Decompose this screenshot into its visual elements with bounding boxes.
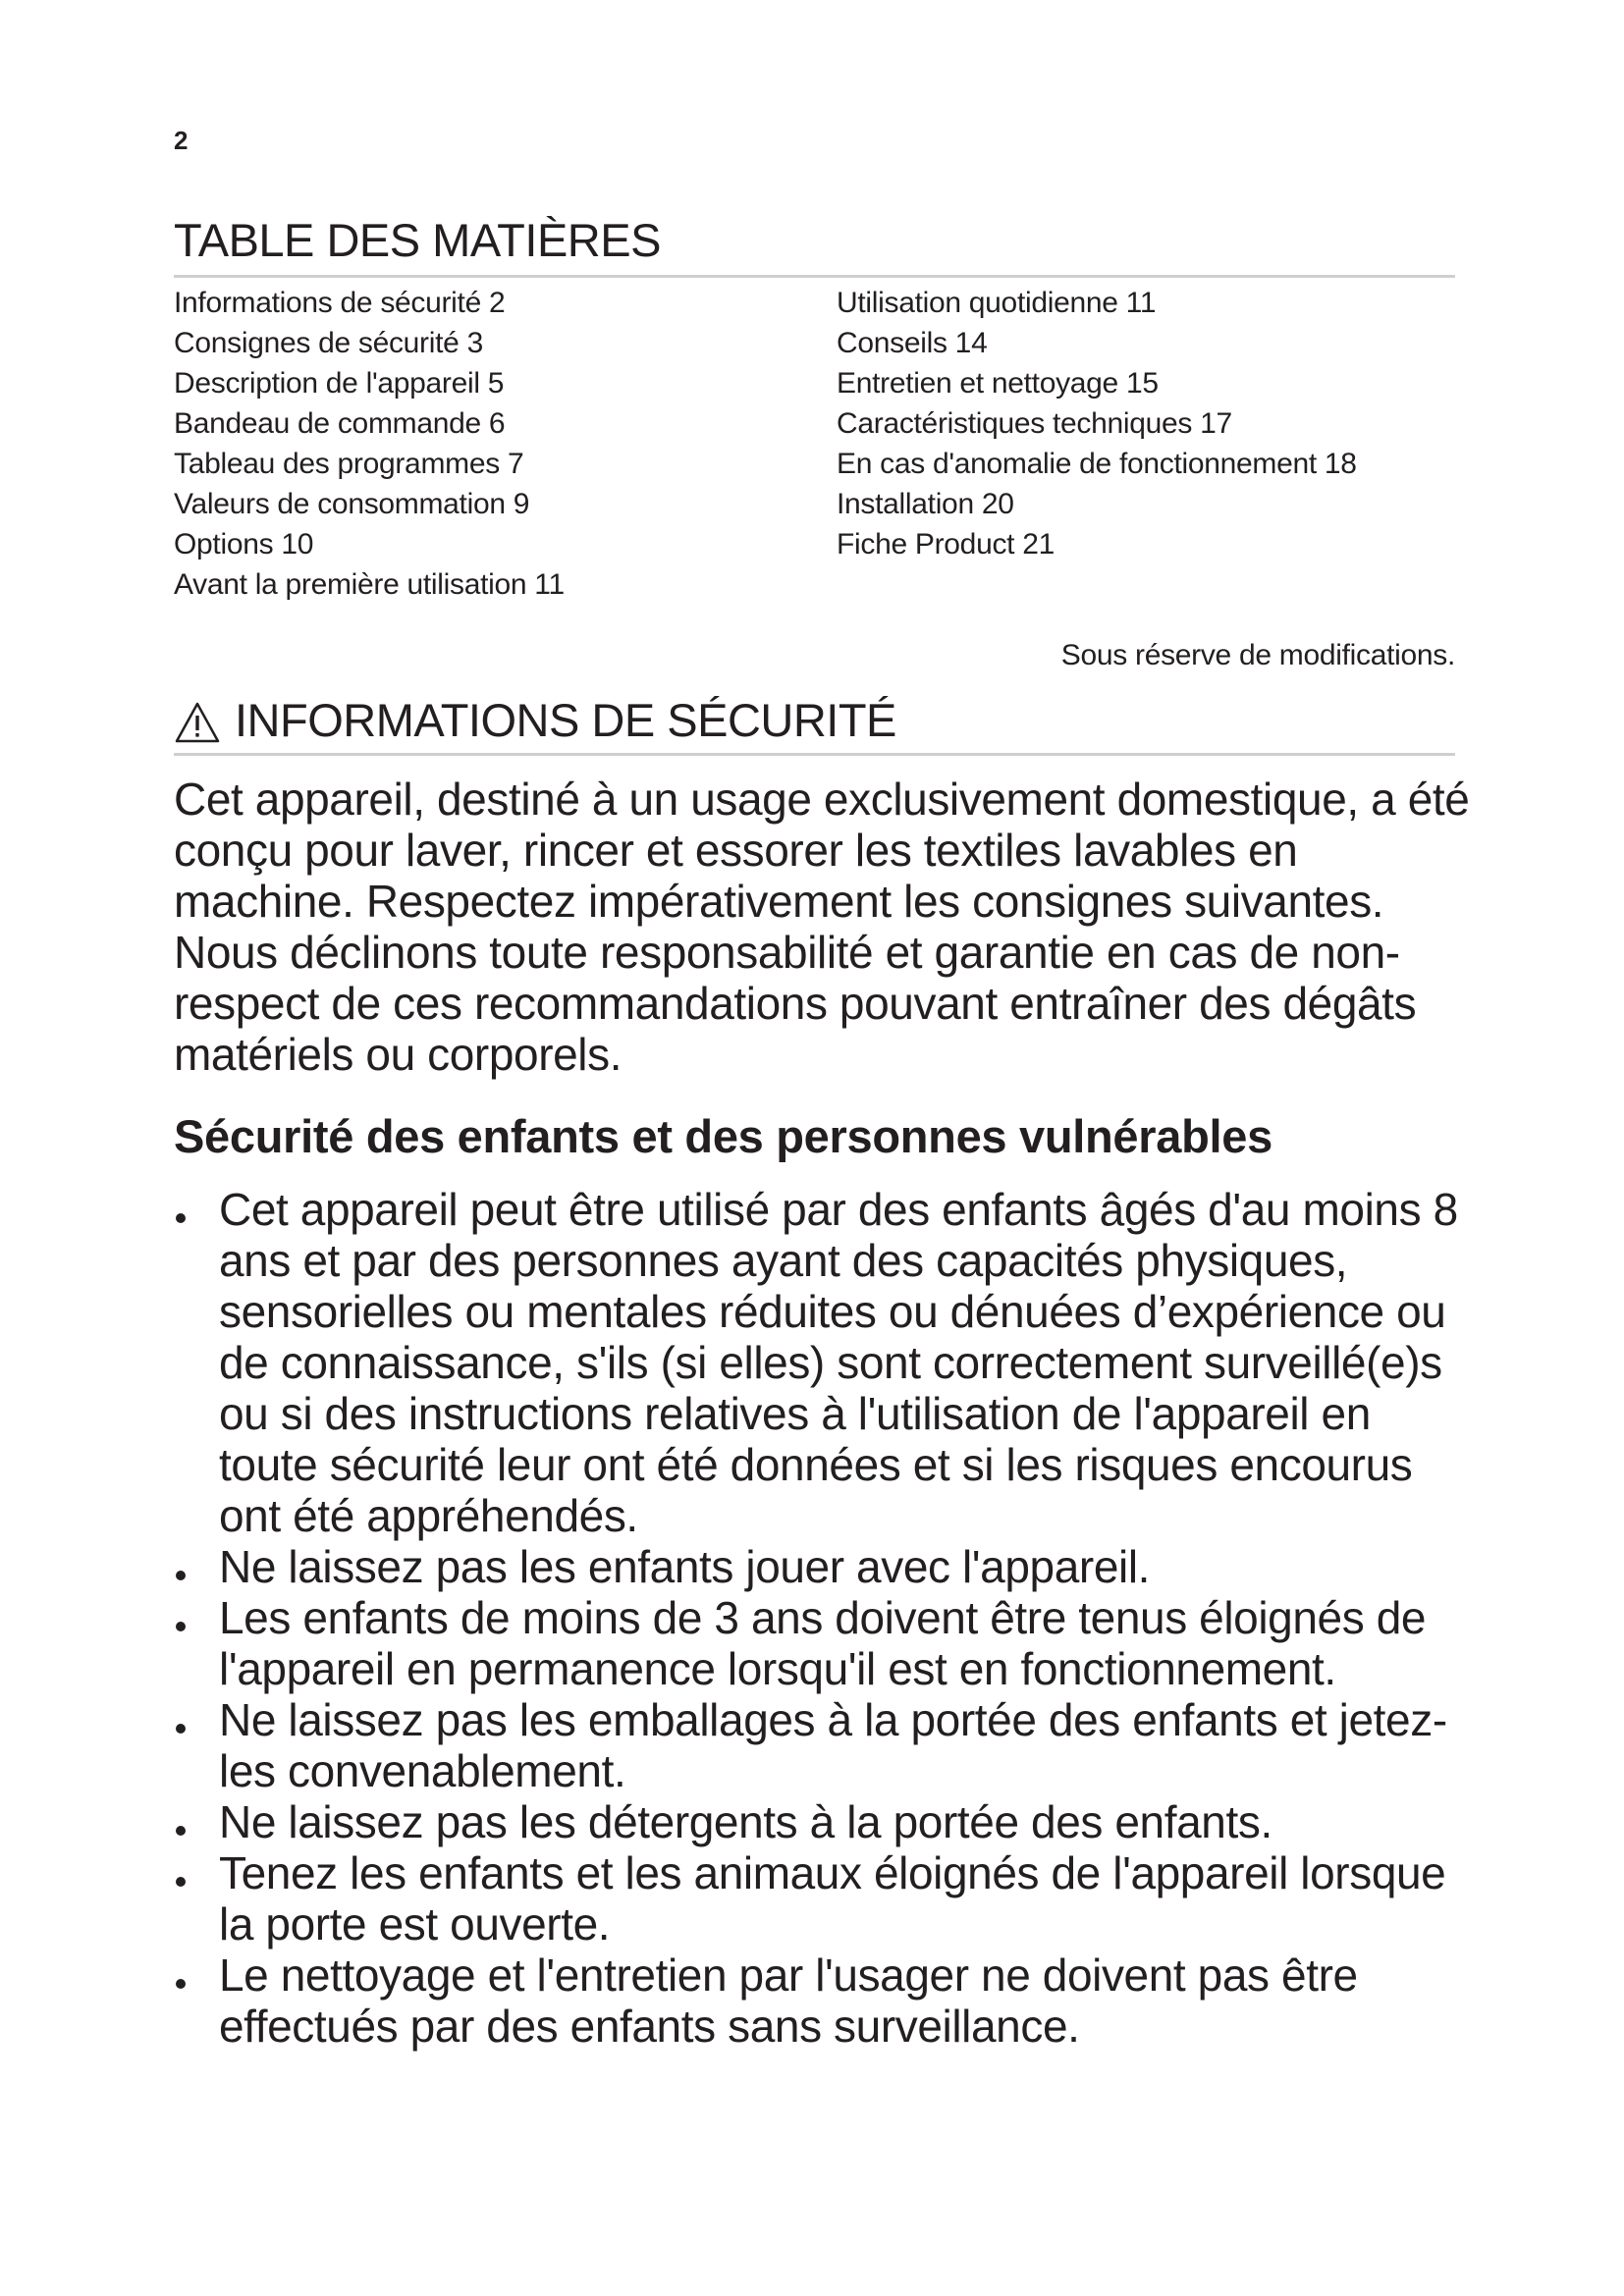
list-item-text: Cet appareil peut être utilisé par des enfants âgés d'au moins 8 ans et par des personnes ayant des capacités physiques, sensorielles ou mentales réduites ou dénuées d’expérience ou de connaissance, s'ils (si elles) sont correctement surveillé(e)s ou si des instructions relatives à l'utilisation de l'appareil en toute sécurité leur ont été données et si les risques encourus ont été appréhendés. — [219, 1184, 1458, 1541]
toc-right-column — [837, 283, 1465, 564]
list-item — [174, 1796, 1470, 1847]
list-item-text: Ne laissez pas les détergents à la portée des enfants. — [219, 1796, 1272, 1847]
children-safety-list — [174, 1184, 1470, 2052]
safety-section-title — [174, 687, 1455, 756]
toc-item[interactable]: Conseils 14 — [837, 327, 988, 359]
safety-intro: Cet appareil, destiné à un usage exclusivement domestique, a été conçu pour laver, rincer et essorer les textiles lavables en machine. Respectez impérativement les consignes suivantes. Nous déclinons toute responsabilité et garantie en cas de non-respect de ces recommandations pouvant entraîner des dégâts matériels ou corporels. — [174, 774, 1470, 1080]
list-item-text: Ne laissez pas les emballages à la portée des enfants et jetez-les convenablement. — [219, 1694, 1447, 1796]
list-item — [174, 1694, 1470, 1796]
toc-item[interactable]: Bandeau de commande 6 — [174, 407, 506, 440]
toc-left-column — [174, 283, 812, 605]
toc-item[interactable]: Fiche Product 21 — [837, 528, 1055, 561]
toc-item[interactable]: Caractéristiques techniques 17 — [837, 407, 1232, 440]
warning-triangle-icon — [174, 697, 221, 740]
list-item-text: Les enfants de moins de 3 ans doivent être tenus éloignés de l'appareil en permanence lorsqu'il est en fonctionnement. — [219, 1592, 1427, 1694]
list-item — [174, 1541, 1470, 1592]
toc-item[interactable]: Description de l'appareil 5 — [174, 367, 505, 400]
list-item — [174, 1847, 1470, 1949]
toc-item[interactable]: Informations de sécurité 2 — [174, 287, 506, 319]
list-item-text: Tenez les enfants et les animaux éloignés de l'appareil lorsque la porte est ouverte. — [219, 1847, 1446, 1949]
toc-item[interactable]: Avant la première utilisation 11 — [174, 568, 565, 601]
toc-item[interactable]: Consignes de sécurité 3 — [174, 327, 483, 359]
list-item — [174, 1592, 1470, 1694]
toc-item[interactable]: Installation 20 — [837, 488, 1014, 520]
disclaimer: Sous réserve de modifications. — [1060, 639, 1455, 671]
list-item-text: Ne laissez pas les enfants jouer avec l'appareil. — [219, 1541, 1151, 1592]
toc-item[interactable]: Options 10 — [174, 528, 314, 561]
list-item-text: Le nettoyage et l'entretien par l'usager ne doivent pas être effectués par des enfants sans surveillance. — [219, 1949, 1358, 2052]
page-number: 2 — [174, 126, 189, 155]
toc-item[interactable]: Utilisation quotidienne 11 — [837, 287, 1157, 319]
children-safety-heading: Sécurité des enfants et des personnes vulnérables — [174, 1110, 1272, 1162]
safety-title-text: INFORMATIONS DE SÉCURITÉ — [235, 693, 896, 746]
toc-item[interactable]: Valeurs de consommation 9 — [174, 488, 530, 520]
list-item — [174, 1949, 1470, 2052]
list-item — [174, 1184, 1470, 1541]
toc-item[interactable]: Tableau des programmes 7 — [174, 448, 524, 480]
toc-title: TABLE DES MATIÈRES — [174, 211, 1455, 278]
toc-item[interactable]: Entretien et nettoyage 15 — [837, 367, 1159, 400]
toc-item[interactable]: En cas d'anomalie de fonctionnement 18 — [837, 448, 1357, 480]
